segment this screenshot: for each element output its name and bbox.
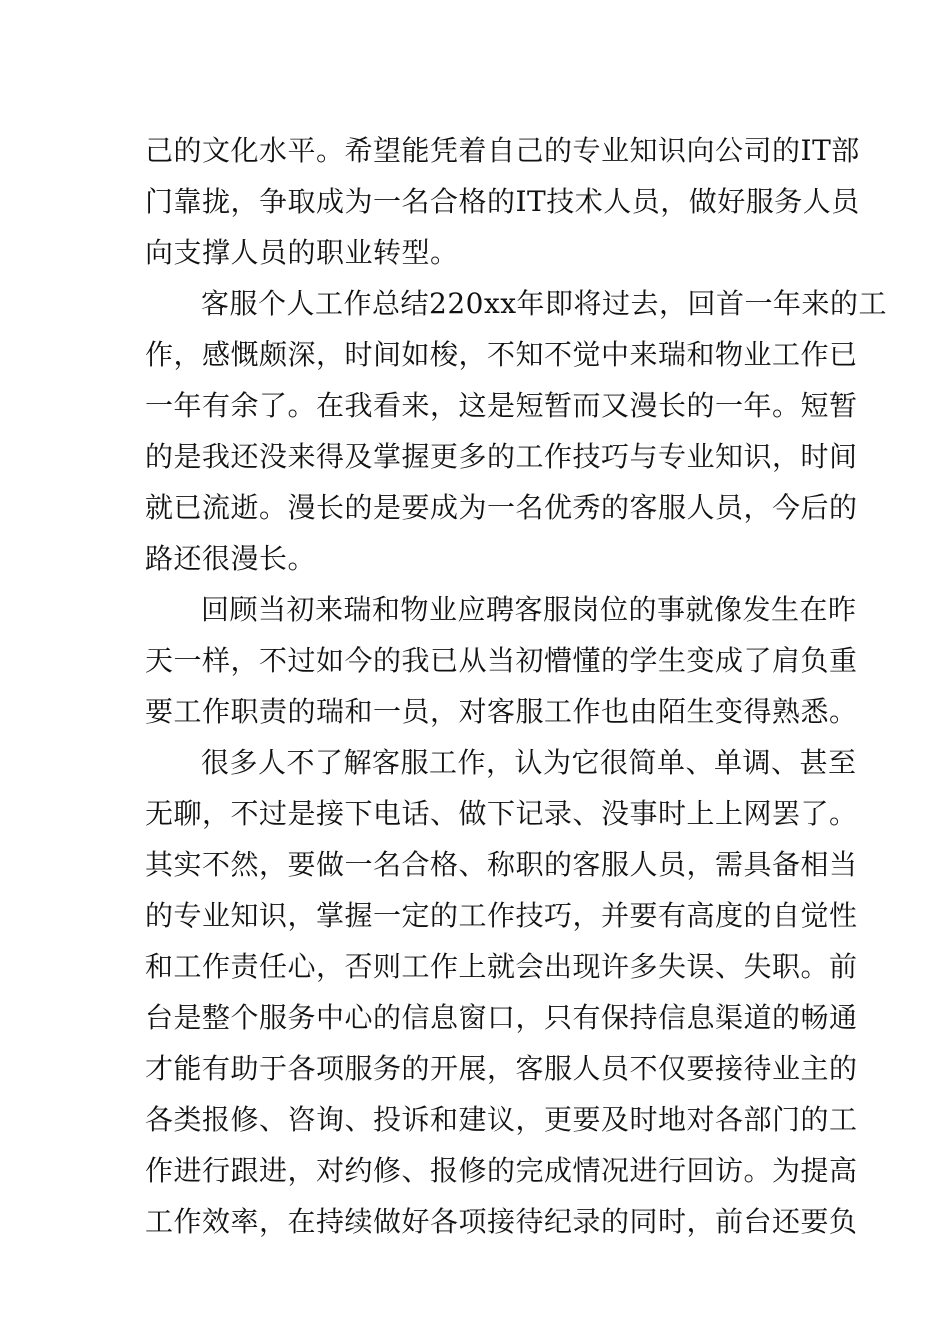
text-line: 和工作责任心，否则工作上就会出现许多失误、失职。前: [145, 950, 858, 983]
text-line: 路还很漫长。: [145, 542, 317, 575]
text-line: 就已流逝。漫长的是要成为一名优秀的客服人员，今后的: [145, 491, 858, 524]
text-line: 各类报修、咨询、投诉和建议，更要及时地对各部门的工: [145, 1103, 858, 1136]
text-line: 工作效率，在持续做好各项接待纪录的同时，前台还要负: [145, 1205, 858, 1238]
text-line: 其实不然，要做一名合格、称职的客服人员，需具备相当: [145, 848, 858, 881]
text-line: 才能有助于各项服务的开展，客服人员不仅要接待业主的: [145, 1052, 858, 1085]
text-line: 一年有余了。在我看来，这是短暂而又漫长的一年。短暂: [145, 389, 858, 422]
text-line: 的专业知识，掌握一定的工作技巧，并要有高度的自觉性: [145, 899, 858, 932]
text-line: 的是我还没来得及掌握更多的工作技巧与专业知识，时间: [145, 440, 858, 473]
text-line: 无聊，不过是接下电话、做下记录、没事时上上网罢了。: [145, 797, 858, 830]
text-line: 向支撑人员的职业转型。: [145, 236, 459, 269]
text-line: 作进行跟进，对约修、报修的完成情况进行回访。为提高: [145, 1154, 858, 1187]
paragraph-first-line: 回顾当初来瑞和物业应聘客服岗位的事就像发生在昨: [201, 593, 857, 626]
paragraph-first-line: 客服个人工作总结220xx年即将过去，回首一年来的工: [201, 287, 888, 320]
text-line: 己的文化水平。希望能凭着自己的专业知识向公司的IT部: [145, 134, 860, 167]
document-body: [145, 125, 888, 1247]
text-line: 台是整个服务中心的信息窗口，只有保持信息渠道的畅通: [145, 1001, 858, 1034]
text-line: 作，感慨颇深，时间如梭，不知不觉中来瑞和物业工作已: [145, 338, 858, 371]
text-line: 要工作职责的瑞和一员，对客服工作也由陌生变得熟悉。: [145, 695, 858, 728]
paragraph-first-line: 很多人不了解客服工作，认为它很简单、单调、甚至: [201, 746, 857, 779]
text-line: 天一样，不过如今的我已从当初懵懂的学生变成了肩负重: [145, 644, 858, 677]
text-line: 门靠拢，争取成为一名合格的IT技术人员，做好服务人员: [145, 185, 860, 218]
